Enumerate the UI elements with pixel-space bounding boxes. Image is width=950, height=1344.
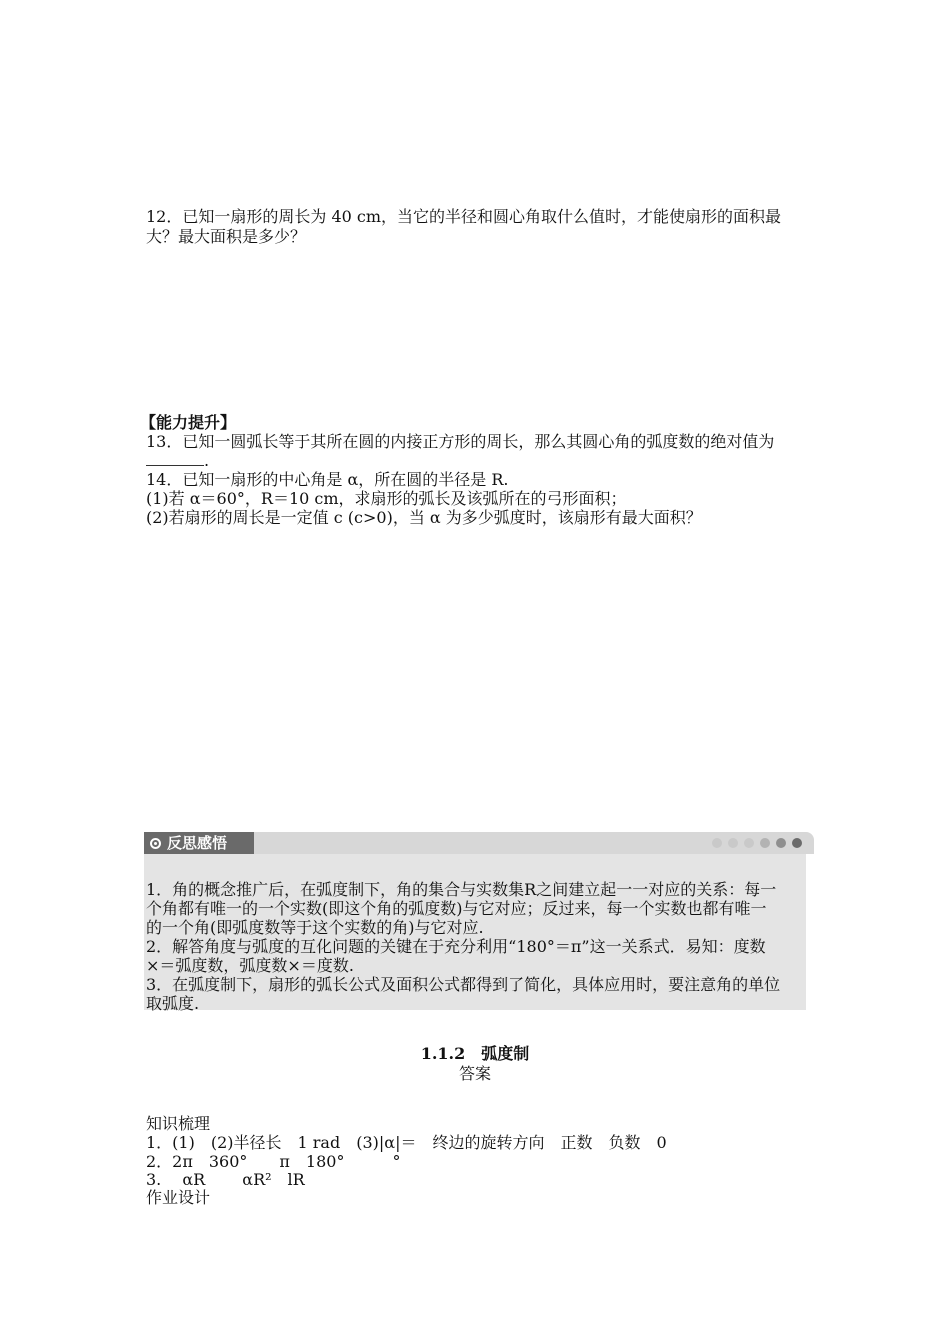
dot-icon — [776, 838, 786, 848]
dot-icon — [760, 838, 770, 848]
answer-blank — [146, 451, 204, 466]
q13-line-1: 13．已知一圆弧长等于其所在圆的内接正方形的周长，那么其圆心角的弧度数的绝对值为 — [146, 432, 775, 451]
reflection-line: 取弧度. — [146, 994, 200, 1013]
answer-line-3: 3. αR αR² lR — [146, 1170, 305, 1189]
dot-icon — [744, 838, 754, 848]
target-icon — [150, 838, 161, 849]
reflection-header-bar — [144, 832, 814, 854]
q14-part-1: (1)若 α＝60°，R＝10 cm，求扇形的弧长及该弧所在的弓形面积； — [146, 489, 627, 508]
dot-icon — [792, 838, 802, 848]
dot-icon — [712, 838, 722, 848]
reflection-line: 1．角的概念推广后，在弧度制下，角的集合与实数集R之间建立起一一对应的关系：每一 — [146, 880, 777, 899]
decorative-dots — [712, 838, 802, 848]
dot-icon — [728, 838, 738, 848]
reflection-box — [144, 832, 814, 1013]
reflection-line: 2．解答角度与弧度的互化问题的关键在于充分利用“180°＝π”这一关系式．易知：度数 — [146, 937, 766, 956]
reflection-line: 3．在弧度制下，扇形的弧长公式及面积公式都得到了简化，具体应用时，要注意角的单位 — [146, 975, 781, 994]
reflection-tab — [144, 832, 254, 854]
reflection-title: 反思感悟 — [167, 834, 228, 852]
answer-line-1: 1．(1) (2)半径长 1 rad (3)|α|＝ 终边的旋转方向 正数 负数 0 — [146, 1133, 667, 1152]
q12-line-2: 大？最大面积是多少？ — [146, 227, 307, 246]
reflection-line: 的一个角(即弧度数等于这个实数的角)与它对应. — [146, 918, 484, 937]
reflection-line: 个角都有唯一的一个实数(即这个角的弧度数)与它对应；反过来，每一个实数也都有唯一 — [146, 899, 767, 918]
section-homework: 作业设计 — [146, 1188, 211, 1207]
answers-title: 1.1.2 弧度制 — [420, 1044, 530, 1063]
q14-line-1: 14．已知一扇形的中心角是 α，所在圆的半径是 R. — [146, 470, 509, 489]
q12-line-1: 12．已知一扇形的周长为 40 cm，当它的半径和圆心角取什么值时，才能使扇形的面积最 — [146, 207, 782, 226]
ability-heading: 【能力提升】 — [140, 413, 237, 432]
q14-part-2: (2)若扇形的周长是一定值 c (c>0)，当 α 为多少弧度时，该扇形有最大面积？ — [146, 508, 702, 527]
reflection-line: ×＝弧度数，弧度数×＝度数. — [146, 956, 354, 975]
answer-line-2: 2．2π 360° π 180° ° — [146, 1152, 401, 1171]
q13-end: . — [204, 451, 210, 470]
answers-subtitle: 答案 — [458, 1064, 491, 1083]
section-knowledge: 知识梳理 — [146, 1114, 211, 1133]
q13-line-2 — [146, 451, 209, 471]
reflection-body — [144, 854, 806, 1013]
